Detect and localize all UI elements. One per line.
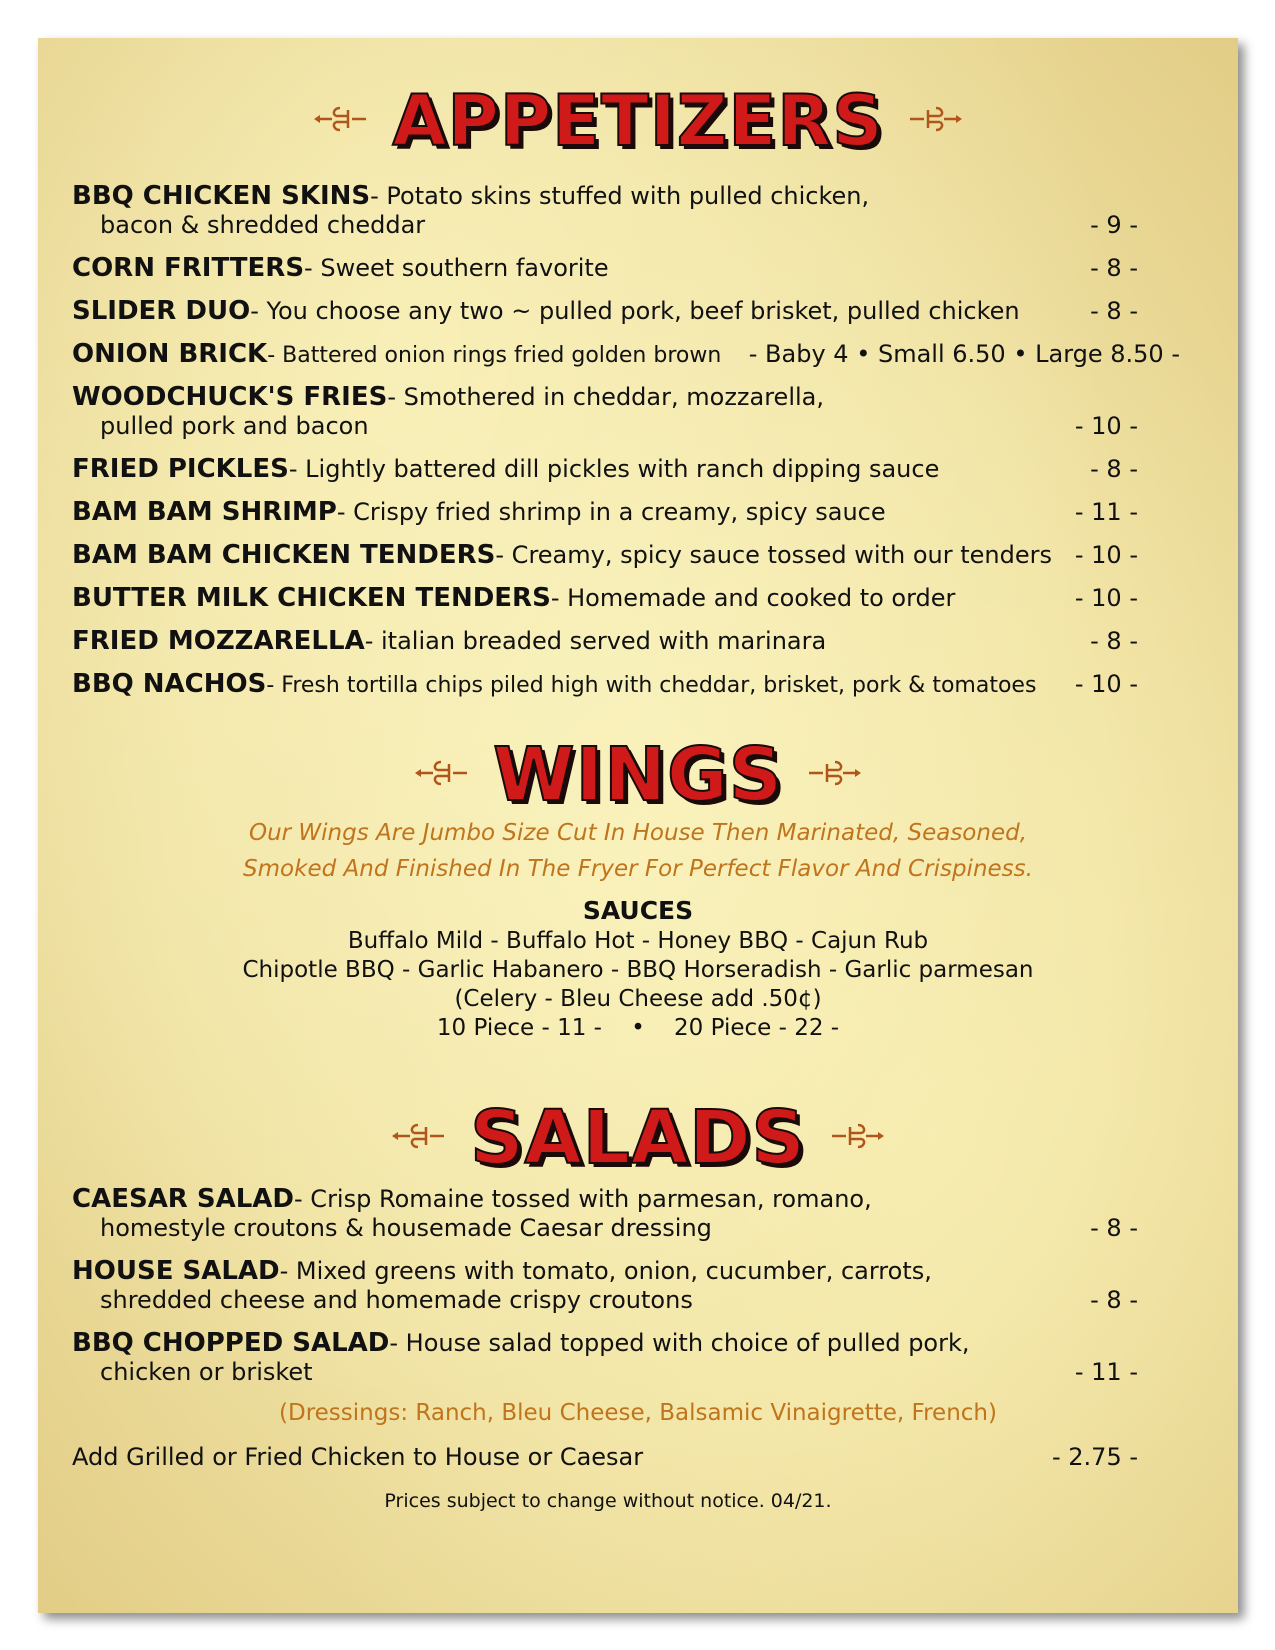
sauces-line-1: Buffalo Mild - Buffalo Hot - Honey BBQ - Cajun Rub [347, 928, 929, 954]
item-desc: - House salad topped with choice of pulled pork, [389, 1329, 970, 1357]
flourish-left-icon [312, 102, 370, 140]
item-desc-cont: bacon & shredded cheddar [100, 211, 426, 239]
item-desc: - Smothered in cheddar, mozzarella, [387, 383, 824, 411]
item-desc: - You choose any two ~ pulled pork, beef brisket, pulled chicken [250, 297, 1020, 325]
appetizers-heading: APPETIZERS [392, 80, 884, 162]
item-price: - 10 - [1074, 541, 1138, 569]
item-price: - 8 - [1090, 455, 1138, 483]
appetizer-item [72, 540, 1052, 573]
appetizer-item [72, 669, 1036, 702]
item-name: FRIED PICKLES [72, 454, 289, 484]
appetizer-item [72, 253, 609, 286]
item-price: - 10 - [1074, 412, 1138, 440]
addon-price: - 2.75 - [1051, 1443, 1138, 1471]
item-desc-cont: shredded cheese and homemade crispy croutons [100, 1286, 693, 1314]
appetizer-item [72, 583, 955, 616]
appetizer-item [72, 339, 721, 372]
appetizer-item [72, 497, 886, 530]
item-price: - 8 - [1090, 627, 1138, 655]
salads-heading: SALADS [470, 1095, 806, 1181]
footer-note: Prices subject to change without notice. 04/21. [384, 1490, 832, 1512]
item-price: - 11 - [1074, 498, 1138, 526]
item-desc: - Crispy fried shrimp in a creamy, spicy sauce [336, 498, 886, 526]
flourish-left-icon [413, 756, 471, 794]
item-name: FRIED MOZZARELLA [72, 626, 365, 656]
item-desc: - Lightly battered dill pickles with ranch dipping sauce [288, 455, 940, 483]
appetizer-item [72, 454, 939, 487]
item-name: BBQ NACHOS [72, 669, 267, 699]
appetizer-item [72, 296, 1020, 329]
item-price: - 10 - [1074, 584, 1138, 612]
dressings-note: (Dressings: Ranch, Bleu Cheese, Balsamic Vinaigrette, French) [279, 1400, 997, 1426]
item-desc: - italian breaded served with marinara [364, 627, 827, 655]
sauces-title: SAUCES [582, 896, 694, 925]
wings-tagline-1: Our Wings Are Jumbo Size Cut In House Then Marinated, Seasoned, [248, 820, 1028, 846]
item-desc-cont: chicken or brisket [100, 1358, 313, 1386]
flourish-left-icon [390, 1119, 448, 1157]
item-name: WOODCHUCK'S FRIES [72, 382, 388, 412]
item-price: - 8 - [1090, 1214, 1138, 1242]
item-price: - 10 - [1074, 670, 1138, 698]
item-desc-cont: homestyle croutons & housemade Caesar dressing [100, 1214, 712, 1242]
item-price: - Baby 4 • Small 6.50 • Large 8.50 - [748, 340, 1180, 368]
item-name: BAM BAM CHICKEN TENDERS [72, 540, 496, 570]
item-desc-cont: pulled pork and bacon [100, 412, 369, 440]
item-name: CORN FRITTERS [72, 253, 305, 283]
item-name: BUTTER MILK CHICKEN TENDERS [72, 583, 551, 613]
sauces-line-2: Chipotle BBQ - Garlic Habanero - BBQ Horseradish - Garlic parmesan [242, 957, 1034, 983]
item-name: BAM BAM SHRIMP [72, 497, 337, 527]
item-name: HOUSE SALAD [72, 1256, 280, 1286]
wings-heading-row [38, 732, 1238, 818]
item-desc: - Crisp Romaine tossed with parmesan, romano, [294, 1185, 872, 1213]
item-desc: - Creamy, spicy sauce tossed with our tenders [495, 541, 1052, 569]
item-price: - 11 - [1074, 1358, 1138, 1386]
item-price: - 8 - [1090, 1286, 1138, 1314]
item-desc: - Battered onion rings fried golden brown [267, 343, 722, 368]
celery-note: (Celery - Bleu Cheese add .50¢) [454, 986, 822, 1012]
menu-page [38, 38, 1238, 1613]
flourish-right-icon [828, 1119, 886, 1157]
item-price: - 9 - [1090, 211, 1138, 239]
flourish-right-icon [906, 102, 964, 140]
wings-heading: WINGS [492, 732, 784, 818]
item-name: BBQ CHICKEN SKINS [72, 181, 371, 211]
item-desc: - Fresh tortilla chips piled high with cheddar, brisket, pork & tomatoes [266, 673, 1037, 698]
item-desc: - Homemade and cooked to order [550, 584, 956, 612]
wings-pricing: 10 Piece - 11 - • 20 Piece - 22 - [436, 1015, 840, 1041]
wings-tagline-2: Smoked And Finished In The Fryer For Perfect Flavor And Crispiness. [243, 856, 1033, 882]
item-name: CAESAR SALAD [72, 1184, 295, 1214]
appetizer-item [72, 626, 826, 659]
item-desc: - Mixed greens with tomato, onion, cucumber, carrots, [279, 1257, 932, 1285]
item-name: ONION BRICK [72, 339, 268, 369]
item-price: - 8 - [1090, 297, 1138, 325]
appetizers-heading-row [38, 80, 1238, 162]
salads-heading-row [38, 1095, 1238, 1181]
item-name: BBQ CHOPPED SALAD [72, 1328, 390, 1358]
item-name: SLIDER DUO [72, 296, 251, 326]
item-price: - 8 - [1090, 254, 1138, 282]
flourish-right-icon [805, 756, 863, 794]
addon-text: Add Grilled or Fried Chicken to House or Caesar [72, 1443, 644, 1471]
item-desc: - Sweet southern favorite [304, 254, 609, 282]
item-desc: - Potato skins stuffed with pulled chicken, [370, 182, 870, 210]
